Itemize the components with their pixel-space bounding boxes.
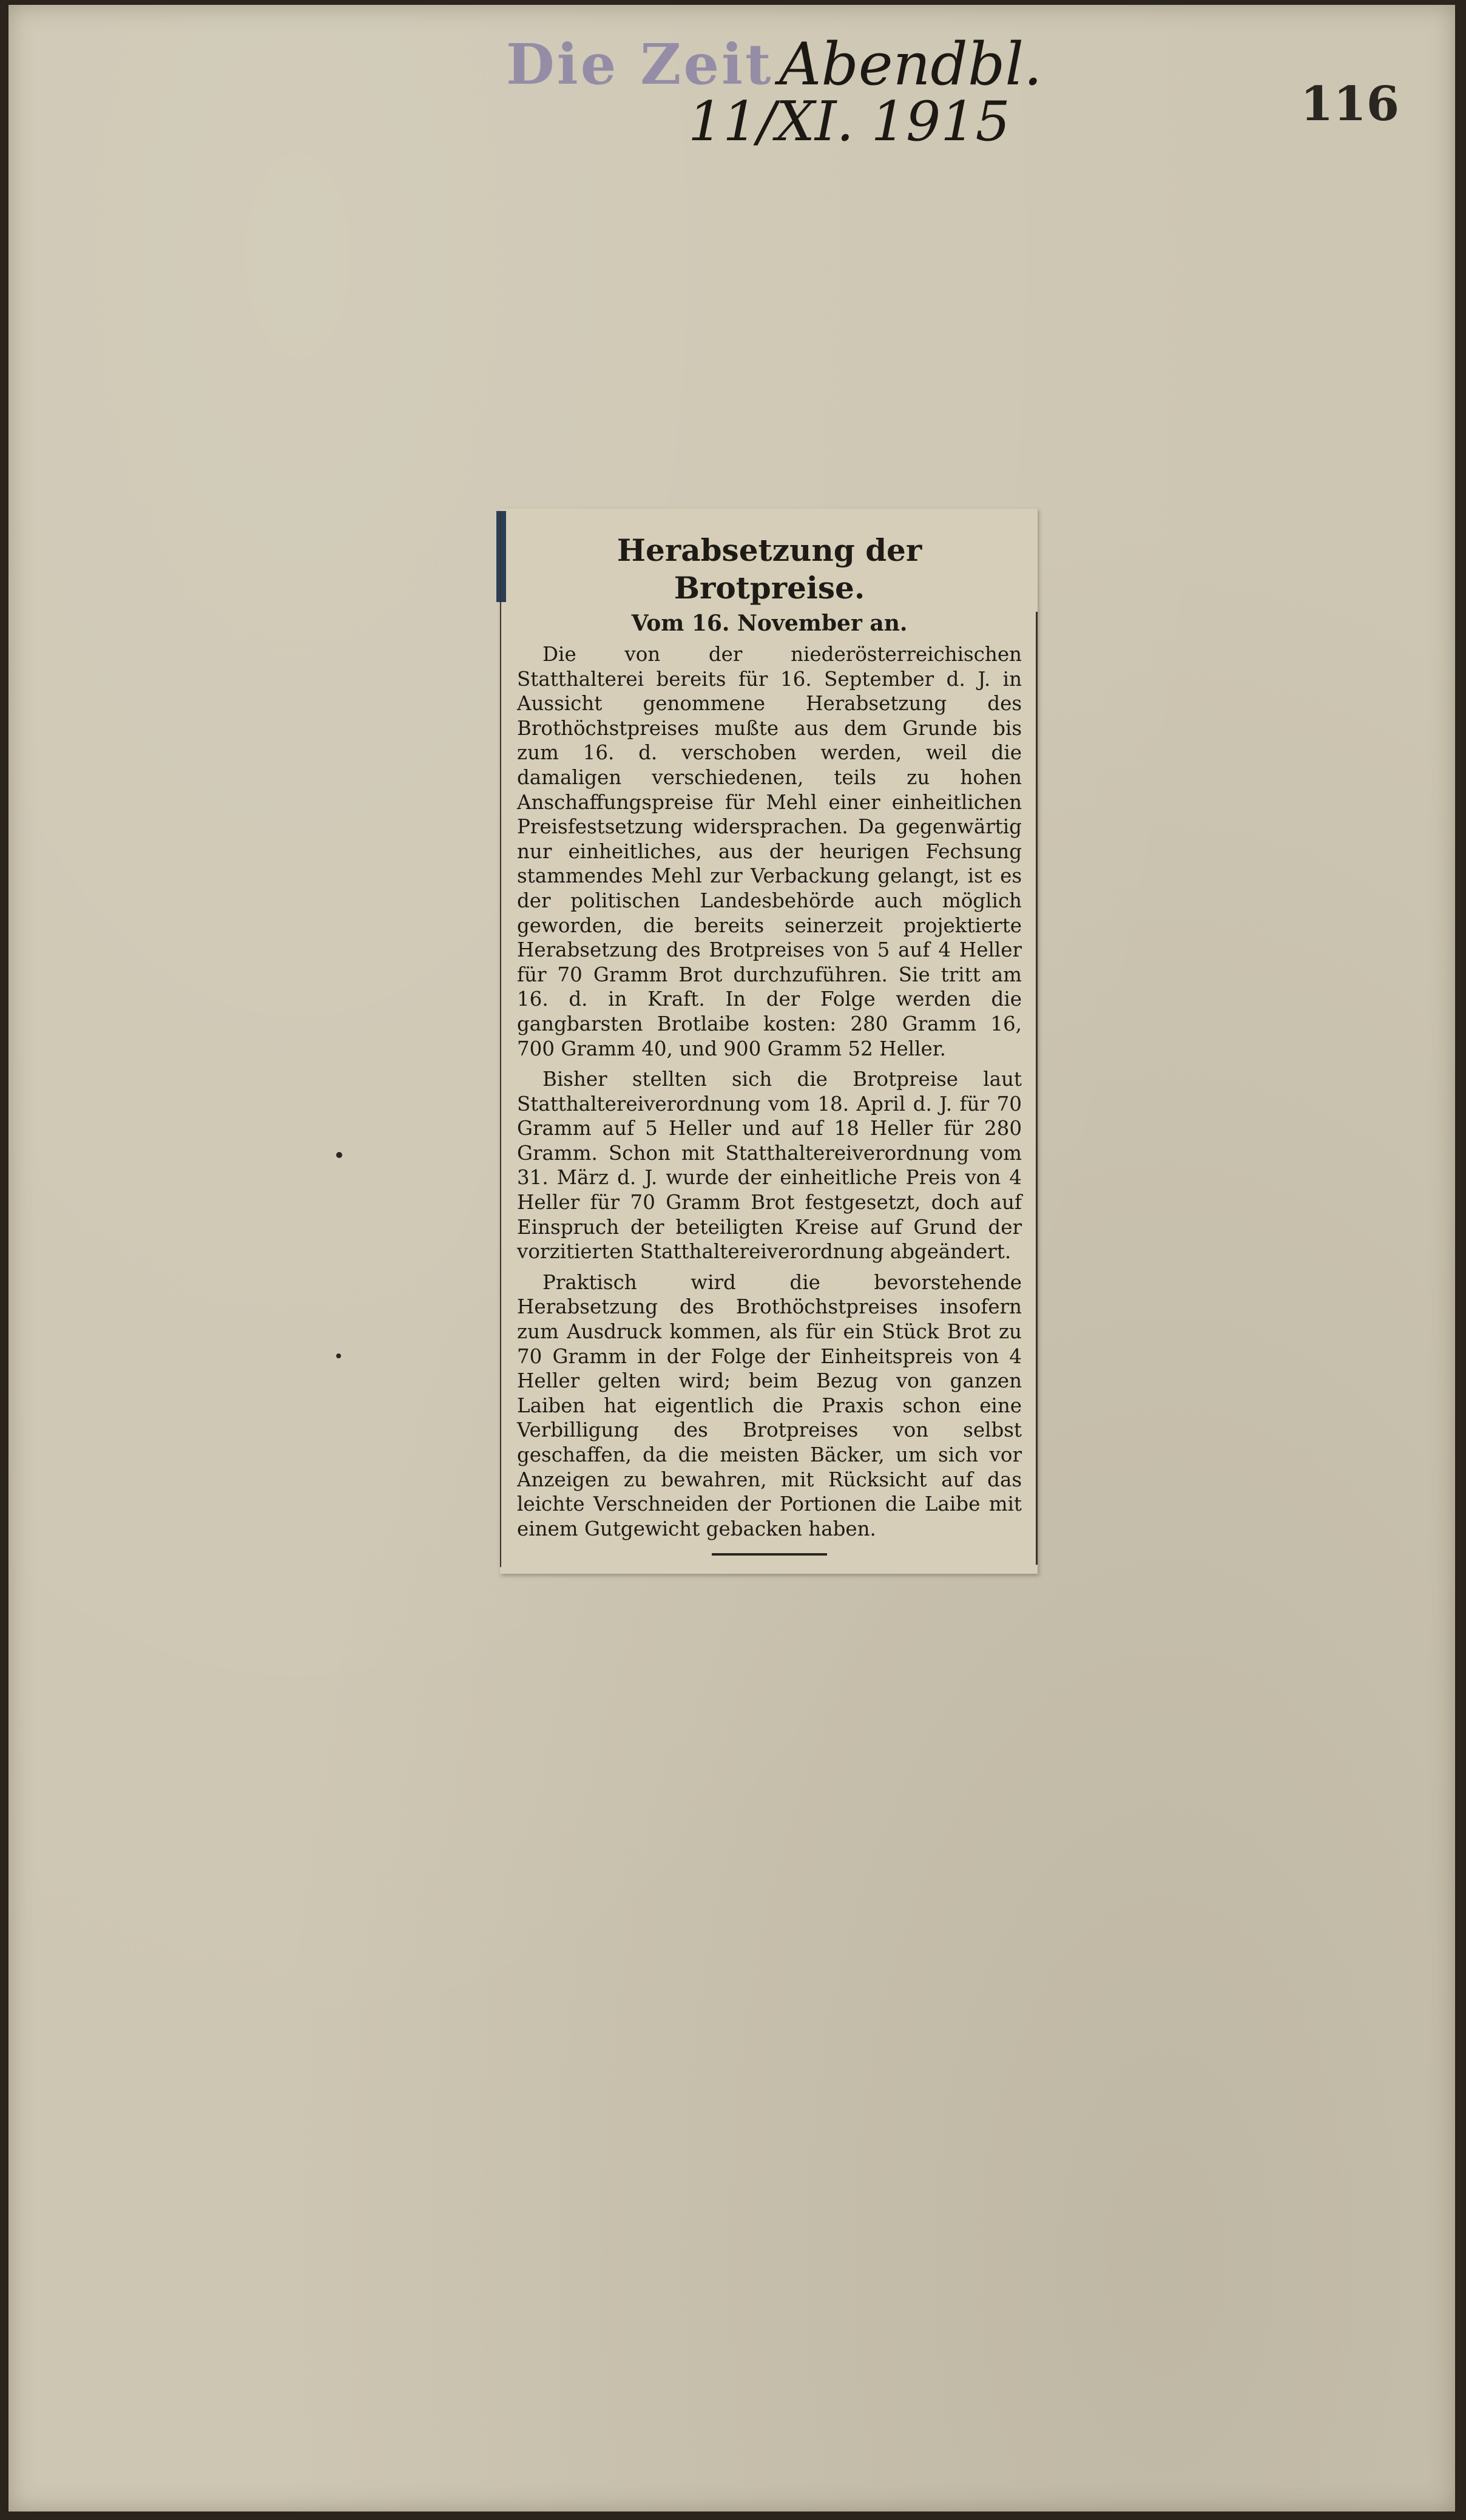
article-paragraph: Die von der niederösterreichischen Statthalterei bereits für 16. September d. J. in Aussicht genommene Herabsetzung des Brothöchstpreises mußte aus dem Grunde bis zum 16. d. verschoben werden, weil die damaligen verschiedenen, teils zu hohen Anschaffungspreise für Mehl einer einheitlichen Preisfestsetzung widersprachen. Da gegenwärtig nur einheitliches, aus der heurigen Fechsung stammendes Mehl zur Verbackung gelangt, ist es der politischen Landesbehörde auch möglich geworden, die bereits seinerzeit projektierte Herabsetzung des Brotpreises von 5 auf 4 Heller für 70 Gramm Brot durchzuführen. Sie tritt am 16. d. in Kraft. In der Folge werden die gangbarsten Brotlaibe kosten: 280 Gramm 16, 700 Gramm 40, und 900 Gramm 52 Heller. xyxy=(517,643,1022,1060)
article-headline: Herabsetzung der Brotpreise. xyxy=(616,532,922,606)
clipping-blue-bar xyxy=(496,511,506,602)
newspaper-clipping xyxy=(500,509,1038,1574)
newspaper-stamp: Die Zeit xyxy=(506,32,774,97)
clipping-left-rule xyxy=(500,511,501,1567)
paper-speck xyxy=(336,1353,341,1358)
handwritten-date: 11/XI. 1915 xyxy=(688,90,1010,154)
archive-sheet xyxy=(8,5,1455,2512)
clipping-right-rule xyxy=(1036,612,1038,1565)
article-paragraph: Bisher stellten sich die Brotpreise laut Statthaltereiverordnung vom 18. April d. J. für 70 Gramm auf 5 Heller und auf 18 Heller für 280 Gramm. Schon mit Statthaltereiverordnung vom 31. März d. J. wurde der einheitliche Preis von 4 Heller für 70 Gramm Brot festgesetzt, doch auf Einspruch der beteiligten Kreise auf Grund der vorzitierten Statthaltereiverordnung abgeändert. xyxy=(517,1068,1022,1264)
article-paragraph: Praktisch wird die bevorstehende Herabsetzung des Brothöchstpreises insofern zum Ausdruck kommen, als für ein Stück Brot zu 70 Gramm in der Folge der Einheitspreis von 4 Heller gelten wird; beim Bezug von ganzen Laiben hat eigentlich die Praxis schon eine Verbilligung des Brotpreises von selbst geschaffen, da die meisten Bäcker, um sich vor Anzeigen zu bewahren, mit Rücksicht auf das leichte Verschneiden der Portionen die Laibe mit einem Gutgewicht gebacken haben. xyxy=(517,1270,1022,1540)
handwritten-edition: Abendbl. xyxy=(779,30,1042,98)
paper-speck xyxy=(336,1152,342,1158)
article-end-rule xyxy=(712,1553,827,1556)
article-subheadline: Vom 16. November an. xyxy=(631,611,908,636)
folio-number: 116 xyxy=(1300,76,1399,132)
